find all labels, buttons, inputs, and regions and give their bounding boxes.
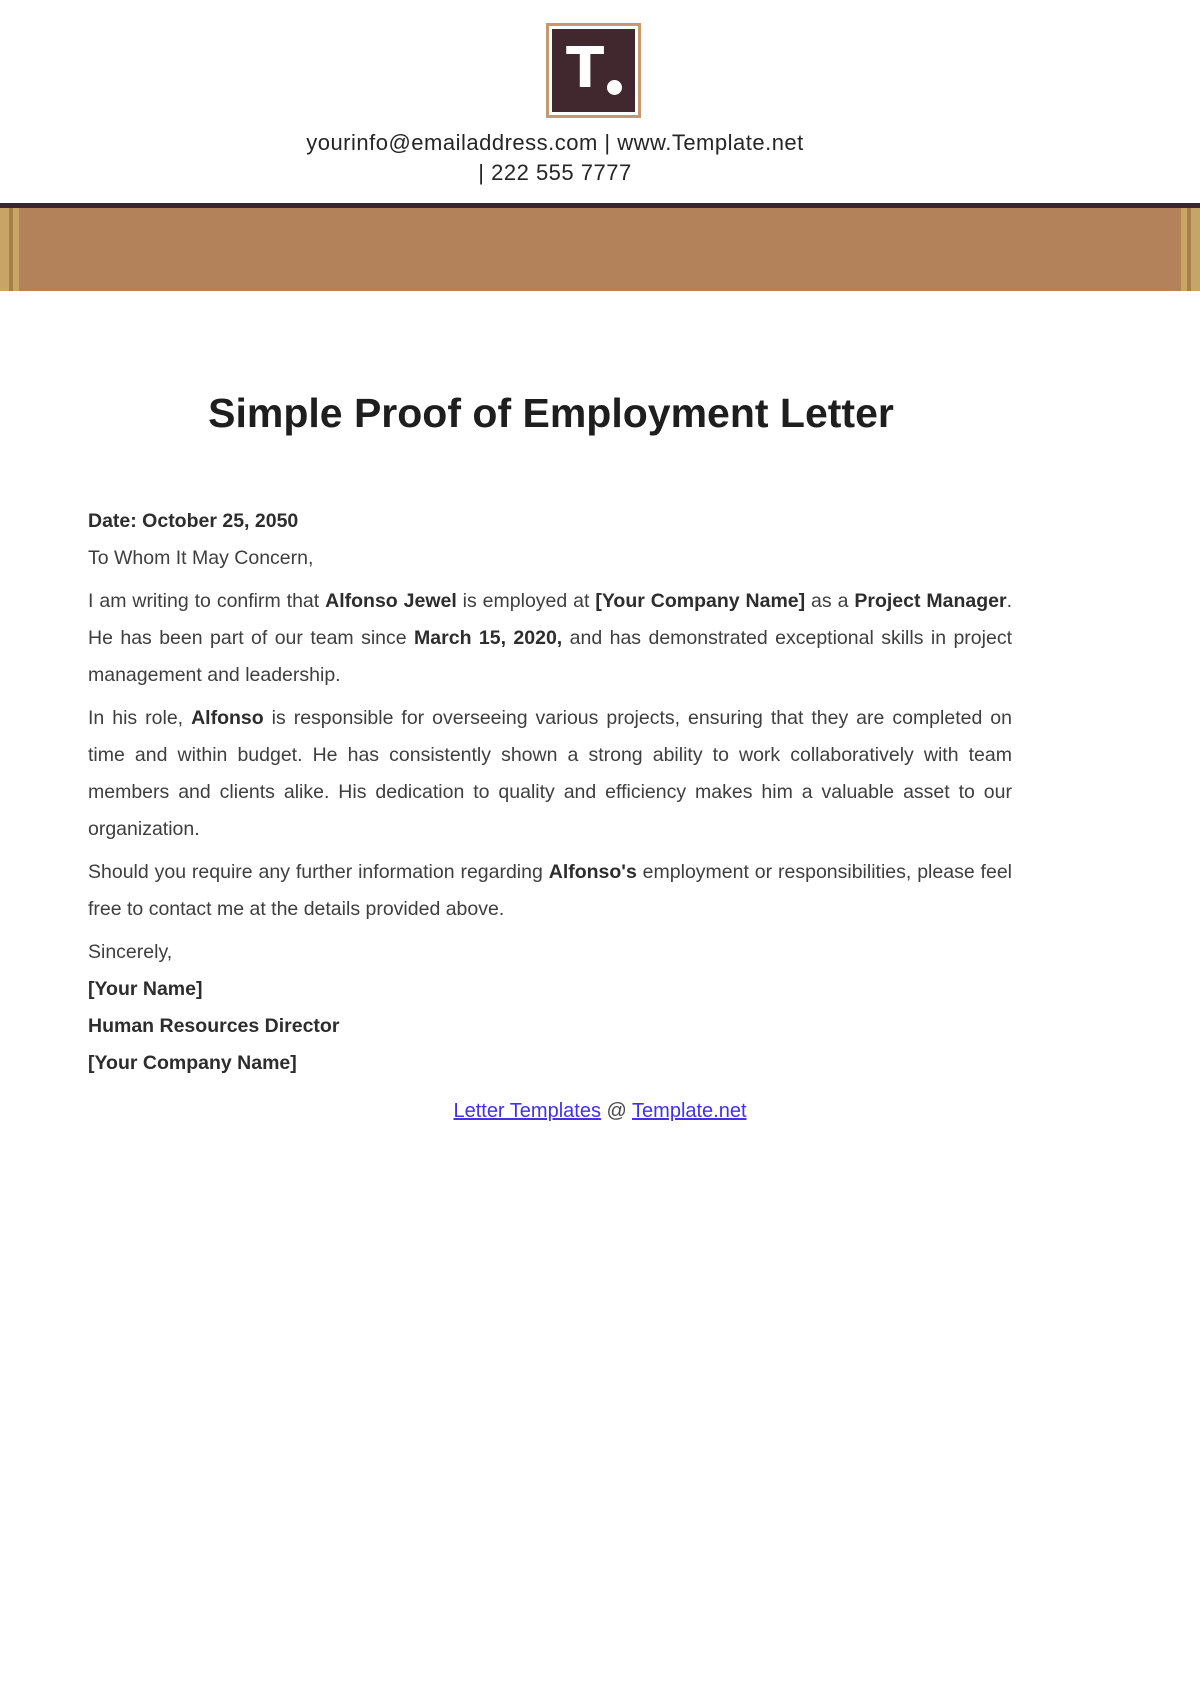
paragraph-2: In his role, Alfonso is responsible for overseeing various projects, ensuring that they are completed on time and within budget. He has consistently shown a strong ability to work collaboratively with team members and clients alike. His dedication to quality and efficiency makes him a valuable asset to our organization. (88, 707, 1012, 840)
divider-band-stripe (0, 208, 1200, 291)
footer-at-separator: @ (606, 1100, 627, 1122)
header-contact-email-website: yourinfo@emailaddress.com | www.Template.net (306, 130, 804, 155)
footer-link-line (0, 1100, 1200, 1123)
date-line: Date: October 25, 2050 (88, 510, 299, 532)
closing: Sincerely, (88, 941, 173, 963)
divider-band (0, 203, 1200, 291)
template-logo (546, 23, 641, 118)
logo-square (552, 29, 635, 112)
logo-t-icon: T (566, 35, 605, 101)
salutation: To Whom It May Concern, (88, 547, 314, 569)
signature-role: Human Resources Director (88, 1015, 340, 1037)
letter-body (88, 503, 1012, 1082)
header-contact-phone: | 222 555 7777 (478, 160, 632, 185)
signature-name: [Your Name] (88, 978, 203, 1000)
template-net-link[interactable]: Template.net (632, 1100, 747, 1122)
paragraph-1: I am writing to confirm that Alfonso Jewel is employed at [Your Company Name] as a Project Manager. He has been part of our team since March 15, 2020, and has demonstrated exceptional skills in project management and leadership. (88, 590, 1012, 686)
page-title: Simple Proof of Employment Letter (208, 390, 894, 436)
paragraph-3: Should you require any further information regarding Alfonso's employment or responsibilities, please feel free to contact me at the details provided above. (88, 861, 1012, 920)
logo-dot-icon (607, 80, 622, 95)
signature-company: [Your Company Name] (88, 1052, 297, 1074)
letter-templates-link[interactable]: Letter Templates (453, 1100, 601, 1122)
